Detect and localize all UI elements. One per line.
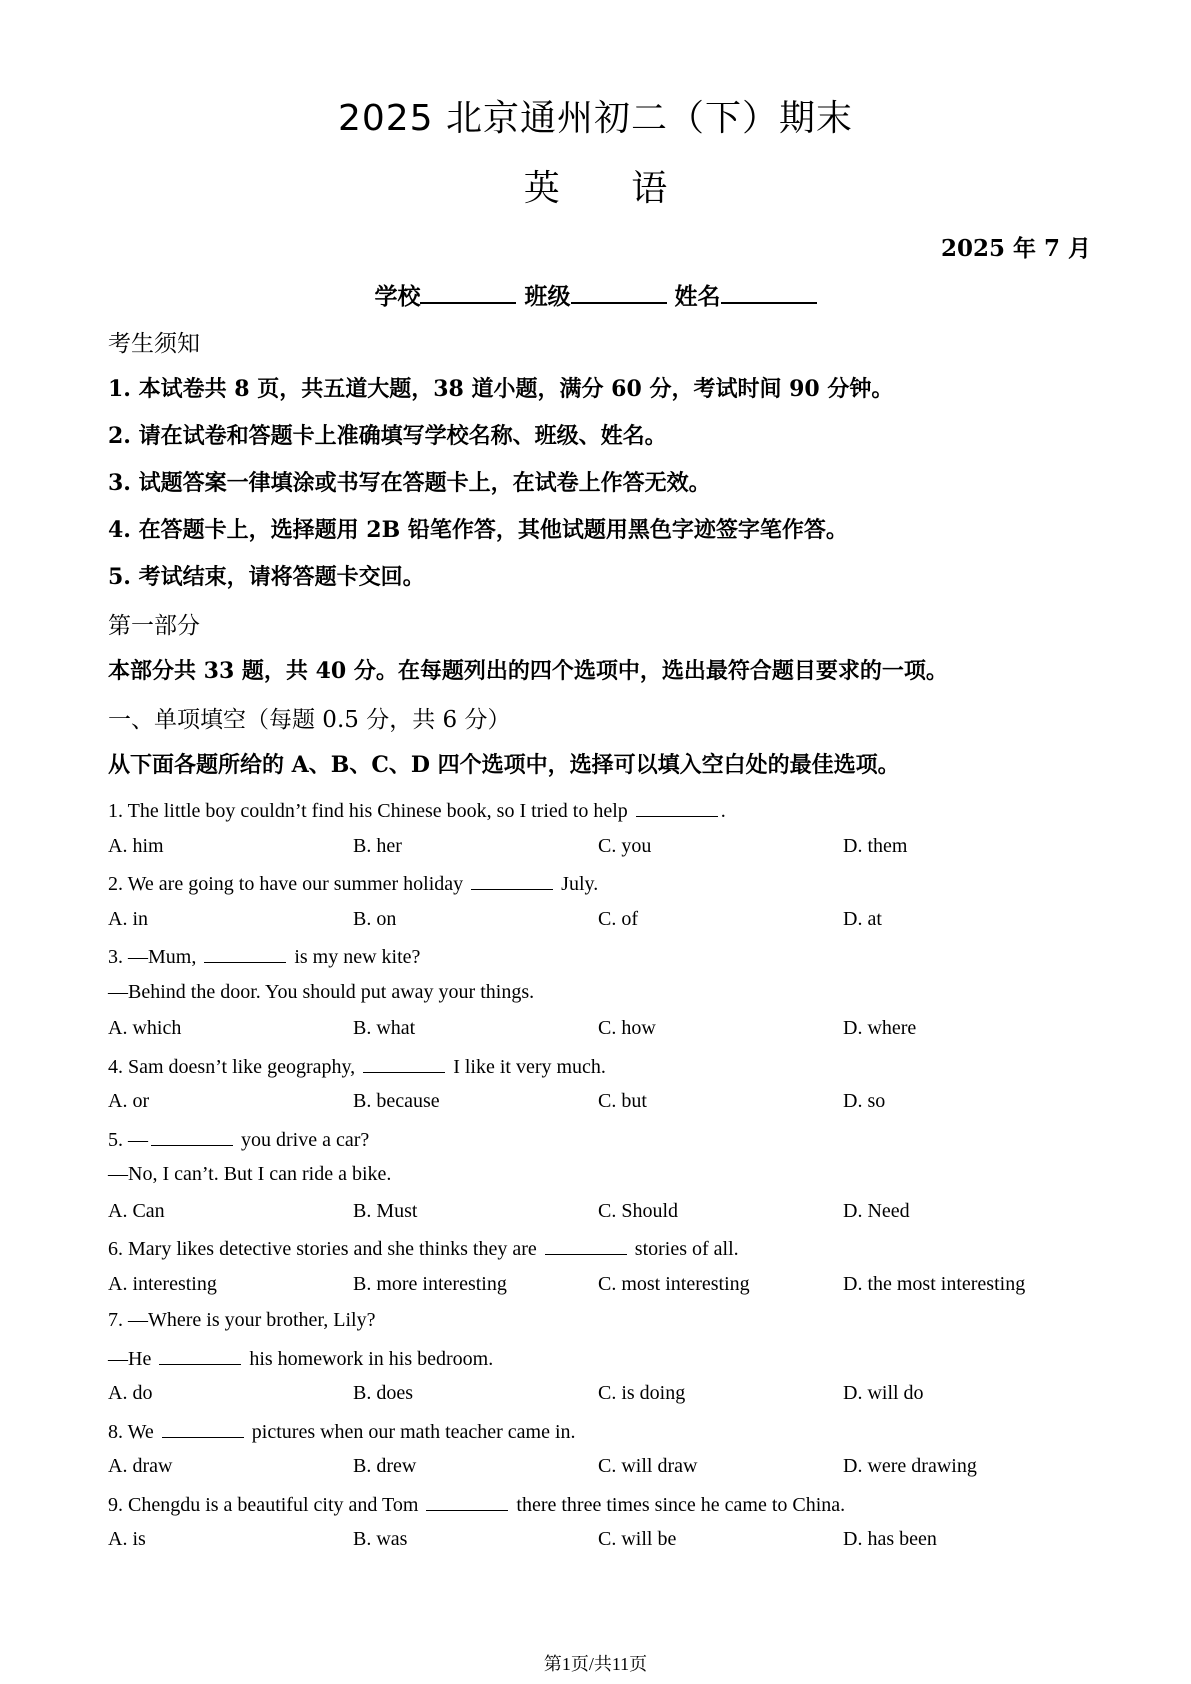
answer-option[interactable]: A. or bbox=[108, 1090, 150, 1112]
answer-option[interactable]: D. at bbox=[843, 907, 882, 930]
school-label: 学校 bbox=[374, 283, 421, 310]
question-line bbox=[108, 981, 534, 1004]
question-text: July. bbox=[556, 873, 599, 895]
answer-option[interactable]: A. do bbox=[108, 1382, 153, 1404]
question-text: is my new kite? bbox=[289, 946, 421, 968]
question-line bbox=[108, 1492, 845, 1517]
question-text: 6. Mary likes detective stories and she thinks they are bbox=[108, 1238, 542, 1260]
question-text: . bbox=[720, 800, 726, 822]
answer-option[interactable]: B. more interesting bbox=[353, 1272, 507, 1295]
answer-blank[interactable] bbox=[162, 1419, 244, 1438]
answer-option[interactable]: C. will be bbox=[598, 1528, 677, 1550]
question-text: 4. Sam doesn’t like geography, bbox=[108, 1055, 361, 1078]
answer-option[interactable]: B. Must bbox=[353, 1199, 418, 1222]
answer-option[interactable]: B. drew bbox=[353, 1455, 417, 1477]
school-blank[interactable] bbox=[420, 280, 516, 304]
answer-blank[interactable] bbox=[151, 1127, 233, 1146]
exam-date: 2025 年 7 月 bbox=[940, 235, 1091, 262]
notice-item: 4. 在答题卡上，选择题用 2B 铅笔作答，其他试题用黑色字迹签字笔作答。 bbox=[108, 517, 848, 543]
question-line bbox=[108, 871, 598, 896]
answer-option[interactable]: D. will do bbox=[843, 1382, 924, 1404]
subject-heading bbox=[0, 160, 1191, 211]
answer-blank[interactable] bbox=[545, 1236, 627, 1255]
answer-blank[interactable] bbox=[471, 871, 553, 890]
answer-option[interactable]: A. interesting bbox=[108, 1272, 217, 1295]
section-title: 一、单项填空（每题 0.5 分，共 6 分） bbox=[108, 707, 511, 733]
answer-option[interactable]: C. most interesting bbox=[598, 1272, 750, 1295]
answer-option[interactable]: C. is doing bbox=[598, 1382, 686, 1404]
answer-option[interactable]: D. the most interesting bbox=[843, 1272, 1026, 1295]
page-number: 第1页/共11页 bbox=[543, 1654, 648, 1674]
answer-blank[interactable] bbox=[159, 1346, 241, 1365]
answer-option[interactable]: D. has been bbox=[843, 1528, 937, 1550]
part-heading: 第一部分 bbox=[108, 613, 200, 639]
section-instruction: 从下面各题所给的 A、B、C、D 四个选项中，选择可以填入空白处的最佳选项。 bbox=[108, 752, 900, 778]
answer-option[interactable]: B. her bbox=[353, 834, 402, 857]
question-text: 9. Chengdu is a beautiful city and Tom bbox=[108, 1493, 424, 1516]
question-text: 2. We are going to have our summer holiday bbox=[108, 873, 469, 895]
question-text: there three times since he came to China. bbox=[511, 1493, 846, 1516]
notice-heading: 考生须知 bbox=[108, 331, 200, 357]
subject-char-2: 语 bbox=[631, 168, 668, 209]
answer-blank[interactable] bbox=[636, 798, 718, 817]
answer-option[interactable]: D. were drawing bbox=[843, 1455, 977, 1477]
question-text: stories of all. bbox=[629, 1238, 739, 1260]
question-line bbox=[108, 944, 420, 969]
notice-item: 1. 本试卷共 8 页，共五道大题，38 道小题，满分 60 分，考试时间 90 分钟。 bbox=[108, 376, 894, 402]
answer-option[interactable]: D. Need bbox=[843, 1199, 910, 1222]
answer-option[interactable]: B. on bbox=[353, 907, 397, 930]
answer-option[interactable]: A. in bbox=[108, 907, 148, 930]
answer-option[interactable]: C. Should bbox=[598, 1199, 679, 1222]
student-info-fields bbox=[0, 278, 1191, 311]
answer-option[interactable]: B. does bbox=[353, 1382, 413, 1404]
question-line bbox=[108, 1309, 375, 1332]
question-text: pictures when our math teacher came in. bbox=[246, 1420, 576, 1443]
class-label: 班级 bbox=[524, 283, 571, 310]
question-line bbox=[108, 1419, 576, 1444]
answer-option[interactable]: B. because bbox=[353, 1090, 440, 1112]
answer-option[interactable]: A. which bbox=[108, 1017, 182, 1039]
question-text: I like it very much. bbox=[448, 1055, 606, 1078]
notice-item: 2. 请在试卷和答题卡上准确填写学校名称、班级、姓名。 bbox=[108, 423, 667, 449]
answer-option[interactable]: B. was bbox=[353, 1528, 408, 1550]
answer-option[interactable]: D. where bbox=[843, 1017, 917, 1039]
question-text: you drive a car? bbox=[236, 1128, 370, 1151]
class-blank[interactable] bbox=[571, 280, 667, 304]
notice-item: 5. 考试结束，请将答题卡交回。 bbox=[108, 564, 425, 590]
answer-option[interactable]: C. you bbox=[598, 834, 652, 857]
answer-option[interactable]: A. Can bbox=[108, 1199, 165, 1222]
part-description: 本部分共 33 题，共 40 分。在每题列出的四个选项中，选出最符合题目要求的一项。 bbox=[108, 658, 948, 684]
question-line bbox=[108, 1127, 369, 1152]
question-line bbox=[108, 1346, 493, 1371]
answer-option[interactable]: C. how bbox=[598, 1017, 656, 1039]
answer-blank[interactable] bbox=[363, 1054, 445, 1073]
question-text: 7. —Where is your brother, Lily? bbox=[108, 1309, 376, 1331]
question-line bbox=[108, 1236, 739, 1261]
question-line bbox=[108, 798, 726, 823]
subject-char-1: 英 bbox=[523, 168, 560, 209]
question-text: 1. The little boy couldn’t find his Chinese book, so I tried to help bbox=[108, 800, 633, 822]
answer-blank[interactable] bbox=[426, 1492, 508, 1511]
answer-option[interactable]: A. draw bbox=[108, 1455, 173, 1477]
answer-option[interactable]: A. is bbox=[108, 1528, 146, 1550]
question-text: —Behind the door. You should put away your things. bbox=[108, 980, 535, 1003]
question-text: 3. —Mum, bbox=[108, 946, 202, 968]
answer-option[interactable]: D. them bbox=[843, 834, 908, 857]
answer-option[interactable]: C. will draw bbox=[598, 1455, 698, 1477]
question-text: 5. — bbox=[108, 1128, 148, 1151]
question-text: his homework in his bedroom. bbox=[244, 1347, 494, 1370]
question-text: —He bbox=[108, 1347, 157, 1370]
answer-option[interactable]: C. of bbox=[598, 907, 638, 930]
name-blank[interactable] bbox=[721, 280, 817, 304]
answer-option[interactable]: B. what bbox=[353, 1017, 416, 1039]
notice-item: 3. 试题答案一律填涂或书写在答题卡上，在试卷上作答无效。 bbox=[108, 470, 711, 496]
question-text: 8. We bbox=[108, 1420, 159, 1443]
question-line bbox=[108, 1054, 606, 1079]
answer-option[interactable]: A. him bbox=[108, 834, 164, 857]
name-label: 姓名 bbox=[674, 283, 721, 310]
exam-title: 2025 北京通州初二（下）期末 bbox=[337, 98, 854, 139]
question-text: —No, I can’t. But I can ride a bike. bbox=[108, 1163, 392, 1185]
answer-option[interactable]: D. so bbox=[843, 1090, 886, 1112]
answer-blank[interactable] bbox=[204, 944, 286, 963]
question-line bbox=[108, 1163, 391, 1186]
answer-option[interactable]: C. but bbox=[598, 1090, 647, 1112]
